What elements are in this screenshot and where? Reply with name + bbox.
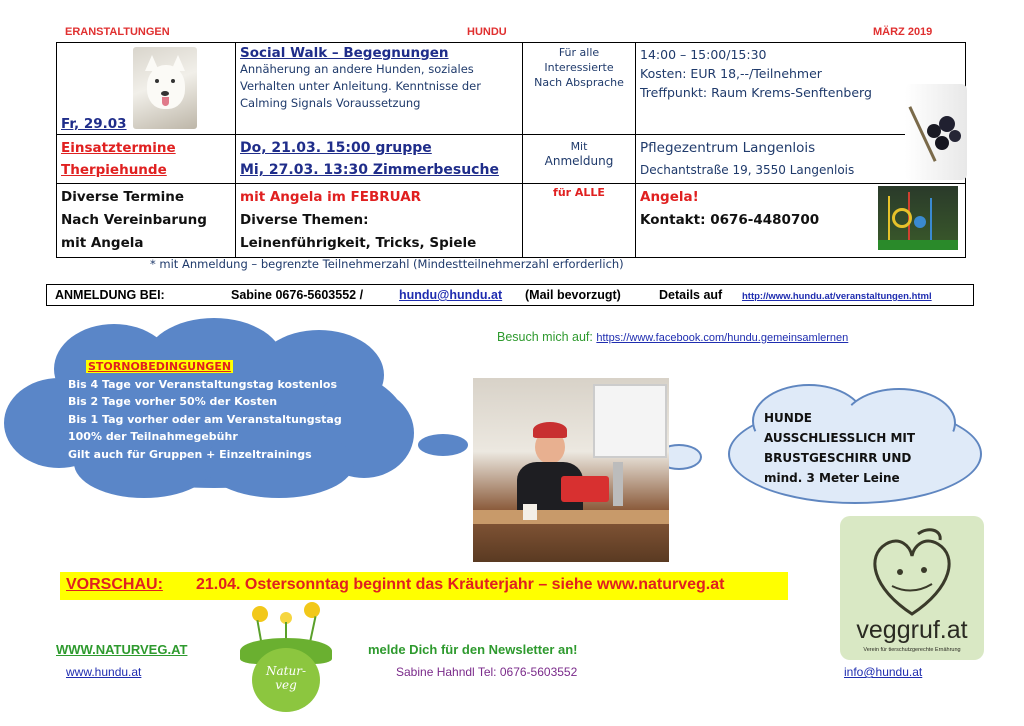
row1-info-line: Kosten: EUR 18,--/Teilnehmer bbox=[640, 66, 822, 81]
header-right: MÄRZ 2019 bbox=[873, 26, 933, 38]
row2-date-line: Mi, 27.03. 13:30 Zimmerbesuche bbox=[240, 162, 499, 178]
row1-who-line: Interessierte bbox=[544, 61, 614, 74]
berries-photo bbox=[905, 84, 967, 180]
anmeldung-email-link[interactable]: hundu@hundu.at bbox=[399, 288, 503, 302]
row1-info-line: Treffpunkt: Raum Krems-Senftenberg bbox=[640, 85, 872, 100]
row3-line: Diverse Themen: bbox=[240, 212, 369, 228]
white-dog-photo bbox=[133, 47, 197, 129]
anmeldung-label: ANMELDUNG BEI: bbox=[55, 288, 165, 302]
row1-title-cell bbox=[236, 43, 523, 135]
newsletter-text: melde Dich für den Newsletter an! bbox=[368, 642, 578, 657]
anmeldung-mail-note: (Mail bevorzugt) bbox=[525, 288, 621, 302]
vorschau-label: VORSCHAU: bbox=[66, 576, 163, 593]
heart-animals-icon bbox=[862, 526, 962, 618]
table-row bbox=[57, 184, 966, 258]
table-row bbox=[57, 43, 966, 135]
row3-col1-cell bbox=[57, 184, 236, 258]
vorschau-text: 21.04. Ostersonntag beginnt das Kräuterjahr – siehe www.naturveg.at bbox=[196, 576, 725, 593]
hundu-link[interactable]: www.hundu.at bbox=[66, 665, 142, 679]
sabine-contact: Sabine Hahndl Tel: 0676-5603552 bbox=[396, 665, 578, 679]
vorschau-bar bbox=[60, 572, 788, 600]
naturveg-logo bbox=[232, 598, 340, 718]
row2-who-line: Anmeldung bbox=[544, 154, 614, 168]
facebook-label: Besuch mich auf: bbox=[497, 330, 593, 344]
dog-toy-photo bbox=[878, 186, 958, 250]
table-row bbox=[57, 135, 966, 184]
details-url-link[interactable]: http://www.hundu.at/veranstaltungen.html bbox=[742, 291, 932, 302]
hunde-line: HUNDE bbox=[764, 411, 812, 425]
storno-line: Gilt auch für Gruppen + Einzeltrainings bbox=[68, 447, 312, 461]
footnote: * mit Anmeldung – begrenzte Teilnehmerzahl (Mindestteilnehmerzahl erforderlich) bbox=[150, 257, 624, 271]
thought-bubble bbox=[418, 434, 468, 456]
storno-line: Bis 2 Tage vorher 50% der Kosten bbox=[68, 395, 278, 408]
row2-label: Einsatztermine bbox=[61, 140, 176, 156]
row1-title: Social Walk – Begegnungen bbox=[240, 45, 449, 61]
row1-info-line: 14:00 – 15:00/15:30 bbox=[640, 47, 767, 62]
dandelion-icon bbox=[304, 602, 320, 618]
storno-line: Bis 4 Tage vor Veranstaltungstag kostenlos bbox=[68, 377, 337, 391]
facebook-line bbox=[497, 330, 848, 344]
row2-info-line: Pflegezentrum Langenlois bbox=[640, 140, 816, 156]
row2-dates-cell bbox=[236, 135, 523, 184]
anmeldung-bar bbox=[46, 284, 974, 306]
hunde-line: AUSSCHLIESSLICH MIT bbox=[764, 431, 916, 445]
storno-line: 100% der Teilnahmegebühr bbox=[68, 430, 238, 443]
anmeldung-contact: Sabine 0676-5603552 / bbox=[231, 288, 364, 302]
row3-label: Diverse Termine bbox=[61, 189, 185, 205]
row3-label: mit Angela bbox=[61, 235, 144, 251]
hunde-cloud bbox=[722, 384, 986, 512]
window-shape bbox=[593, 384, 667, 458]
naturveg-logo-text: veg bbox=[275, 678, 297, 692]
row3-who: für ALLE bbox=[553, 186, 605, 199]
veggruf-subtitle: Verein für tierschutzgerechte Ernährung bbox=[863, 647, 961, 653]
row1-date-cell bbox=[57, 43, 236, 135]
row3-headline: mit Angela im FEBRUAR bbox=[240, 189, 422, 205]
row2-who-line: Mit bbox=[570, 140, 588, 153]
row2-label: Therpiehunde bbox=[61, 162, 167, 178]
storno-cloud bbox=[4, 318, 424, 498]
row3-who-cell bbox=[523, 184, 636, 258]
row3-line: Leinenführigkeit, Tricks, Spiele bbox=[240, 235, 477, 251]
row2-who-cell bbox=[523, 135, 636, 184]
naturveg-logo-text: Natur- bbox=[266, 664, 306, 678]
row1-who-cell bbox=[523, 43, 636, 135]
storno-title: STORNOBEDINGUNGEN bbox=[88, 360, 232, 373]
row2-info-line: Dechantstraße 19, 3550 Langenlois bbox=[640, 163, 855, 177]
row3-topic-cell bbox=[236, 184, 523, 258]
facebook-link[interactable]: https://www.facebook.com/hundu.gemeinsamlernen bbox=[596, 332, 849, 344]
veggruf-text: veggruf.at bbox=[856, 616, 968, 644]
woman-photo bbox=[473, 378, 669, 562]
row2-col1-cell bbox=[57, 135, 236, 184]
dandelion-icon bbox=[252, 606, 268, 622]
row1-desc: Annäherung an andere Hunden, soziales Verhalten unter Anleitung. Kenntnisse der Calming Signals Voraussetzung bbox=[240, 62, 481, 110]
header-center: HUNDU bbox=[467, 26, 507, 38]
hunde-line: mind. 3 Meter Leine bbox=[764, 471, 900, 485]
veggruf-logo bbox=[840, 516, 984, 660]
row3-label: Nach Vereinbarung bbox=[61, 212, 207, 228]
details-label: Details auf bbox=[659, 288, 723, 302]
row1-who-line: Nach Absprache bbox=[534, 76, 624, 89]
row3-info-contact: Kontakt: 0676-4480700 bbox=[640, 212, 820, 228]
schedule-table bbox=[56, 42, 966, 258]
row3-info-name: Angela! bbox=[640, 189, 699, 205]
header-left: ERANSTALTUNGEN bbox=[65, 26, 170, 38]
row1-who-line: Für alle bbox=[558, 46, 600, 59]
row2-date-line: Do, 21.03. 15:00 gruppe bbox=[240, 140, 432, 156]
storno-line: Bis 1 Tag vorher oder am Veranstaltungstag bbox=[68, 412, 342, 426]
naturveg-link[interactable]: WWW.NATURVEG.AT bbox=[56, 642, 188, 657]
info-email-link[interactable]: info@hundu.at bbox=[844, 665, 923, 679]
row1-date: Fr, 29.03 bbox=[61, 116, 127, 132]
hunde-line: BRUSTGESCHIRR UND bbox=[764, 451, 912, 465]
